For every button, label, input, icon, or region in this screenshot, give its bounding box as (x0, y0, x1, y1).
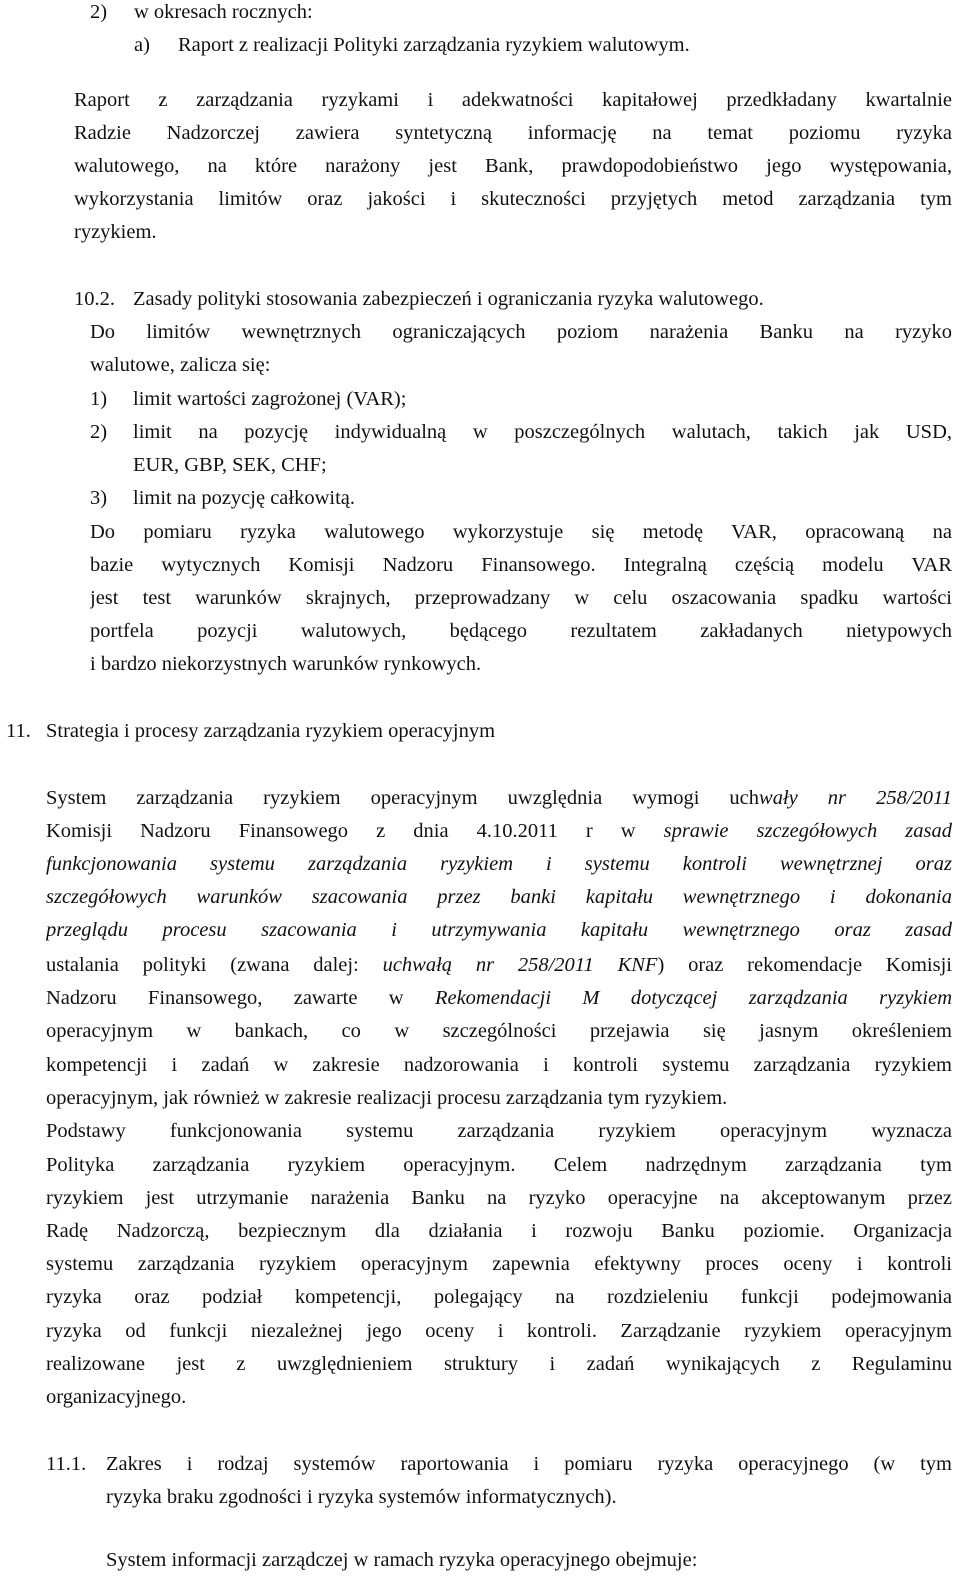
paragraph-line: Podstawy funkcjonowania systemu zarządzania ryzykiem operacyjnym wyznacza (46, 1120, 952, 1142)
paragraph-line: ryzyka oraz podział kompetencji, polegający na rozdzieleniu funkcji podejmowania (46, 1286, 952, 1308)
list-item-number: 2) (90, 1, 108, 23)
paragraph-line: ryzykiem jest utrzymanie narażenia Banku na ryzyko operacyjne na akceptowanym przez (46, 1187, 952, 1209)
subsection-number: 10.2. (74, 288, 115, 310)
closing-line: System informacji zarządczej w ramach ryzyka operacyjnego obejmuje: (106, 1549, 698, 1571)
paragraph-line: systemu zarządzania ryzykiem operacyjnym zapewnia efektywny proces oceny i kontroli (46, 1253, 952, 1275)
paragraph-line: portfela pozycji walutowych, będącego rezultatem zakładanych nietypowych (90, 620, 952, 642)
italic-text-run: Rekomendacji M dotyczącej zarządzania ryzykiem (434, 987, 952, 1009)
text-run: ustalania polityki (zwana dalej: (46, 954, 383, 976)
italic-text-run: sprawie szczegółowych zasad (663, 820, 952, 842)
annual-reports-heading: w okresach rocznych: (134, 1, 313, 23)
italic-text-run: wały nr 258/2011 (759, 787, 952, 809)
paragraph-line: kompetencji i zadań w zakresie nadzorowania i kontroli systemu zarządzania ryzykiem (46, 1054, 952, 1076)
paragraph-line: ryzykiem. (74, 221, 157, 243)
paragraph-line: realizowane jest z uwzględnieniem struktury i zadań wynikających z Regulaminu (46, 1353, 952, 1375)
paragraph-line (46, 815, 952, 848)
paragraph-line: operacyjnym, jak również w zakresie realizacji procesu zarządzania tym ryzykiem. (46, 1087, 728, 1109)
list-item-number: 2) (90, 421, 108, 443)
paragraph-line: Polityka zarządzania ryzykiem operacyjnym. Celem nadrzędnym zarządzania tym (46, 1154, 952, 1176)
paragraph-line: operacyjnym w bankach, co w szczególności przejawia się jasnym określeniem (46, 1020, 952, 1042)
list-item: limit wartości zagrożonej (VAR); (133, 388, 407, 410)
subsection-number: 11.1. (46, 1453, 87, 1475)
paragraph-line (46, 982, 952, 1015)
paragraph-line: walutowego, na które narażony jest Bank, prawdopodobieństwo jego występowania, (74, 155, 952, 177)
list-item: limit na pozycję indywidualną w poszczególnych walutach, takich jak USD, (133, 421, 952, 443)
paragraph-line: organizacyjnego. (46, 1386, 187, 1408)
paragraph-line: jest test warunków skrajnych, przeprowadzany w celu oszacowania spadku wartości (90, 587, 952, 609)
text-run: Komisji Nadzoru Finansowego z dnia 4.10.2011 r w (46, 820, 664, 842)
annual-report-item: Raport z realizacji Polityki zarządzania ryzykiem walutowym. (178, 34, 690, 56)
list-item-number: 3) (90, 487, 108, 509)
list-item-continuation: EUR, GBP, SEK, CHF; (133, 454, 327, 476)
paragraph-line: ryzyka od funkcji niezależnej jego oceny i kontroli. Zarządzanie ryzykiem operacyjnym (46, 1320, 952, 1342)
text-run: ) oraz rekomendacje Komisji (657, 954, 952, 976)
paragraph-line: Radzie Nadzorczej zawiera syntetyczną informację na temat poziomu ryzyka (74, 122, 952, 144)
paragraph-line (46, 782, 952, 815)
paragraph-line (46, 949, 952, 982)
subsection-title: Zakres i rodzaj systemów raportowania i pomiaru ryzyka operacyjnego (w tym (106, 1453, 952, 1475)
subsection-title: Zasady polityki stosowania zabezpieczeń i ograniczania ryzyka walutowego. (133, 288, 764, 310)
subsection-title-continuation: ryzyka braku zgodności i ryzyka systemów informatycznych). (106, 1486, 617, 1508)
list-item-letter: a) (134, 34, 150, 56)
italic-text-run: uchwałą nr 258/2011 KNF (382, 954, 658, 976)
paragraph-line: walutowe, zalicza się: (90, 354, 271, 376)
paragraph-line: Raport z zarządzania ryzykami i adekwatności kapitałowej przedkładany kwartalnie (74, 89, 952, 111)
paragraph-line: Do pomiaru ryzyka walutowego wykorzystuje się metodę VAR, opracowaną na (90, 521, 952, 543)
section-number: 11. (6, 720, 31, 742)
paragraph-line: bazie wytycznych Komisji Nadzoru Finansowego. Integralną częścią modelu VAR (90, 554, 952, 576)
paragraph-line: Radę Nadzorczą, bezpiecznym dla działania i rozwoju Banku poziomie. Organizacja (46, 1220, 952, 1242)
text-run: System zarządzania ryzykiem operacyjnym uwzględnia wymogi uch (46, 787, 760, 809)
paragraph-line: funkcjonowania systemu zarządzania ryzykiem i systemu kontroli wewnętrznej oraz (46, 853, 952, 875)
list-item-number: 1) (90, 388, 108, 410)
section-title: Strategia i procesy zarządzania ryzykiem operacyjnym (46, 720, 496, 742)
paragraph-line: Do limitów wewnętrznych ograniczających poziom narażenia Banku na ryzyko (90, 321, 952, 343)
list-item: limit na pozycję całkowitą. (133, 487, 356, 509)
paragraph-line: wykorzystania limitów oraz jakości i skuteczności przyjętych metod zarządzania tym (74, 188, 952, 210)
text-run: Nadzoru Finansowego, zawarte w (46, 987, 435, 1009)
paragraph-line: szczegółowych warunków szacowania przez banki kapitału wewnętrznego i dokonania (46, 886, 952, 908)
paragraph-line: przeglądu procesu szacowania i utrzymywania kapitału wewnętrznego oraz zasad (46, 919, 952, 941)
paragraph-line: i bardzo niekorzystnych warunków rynkowych. (90, 653, 482, 675)
